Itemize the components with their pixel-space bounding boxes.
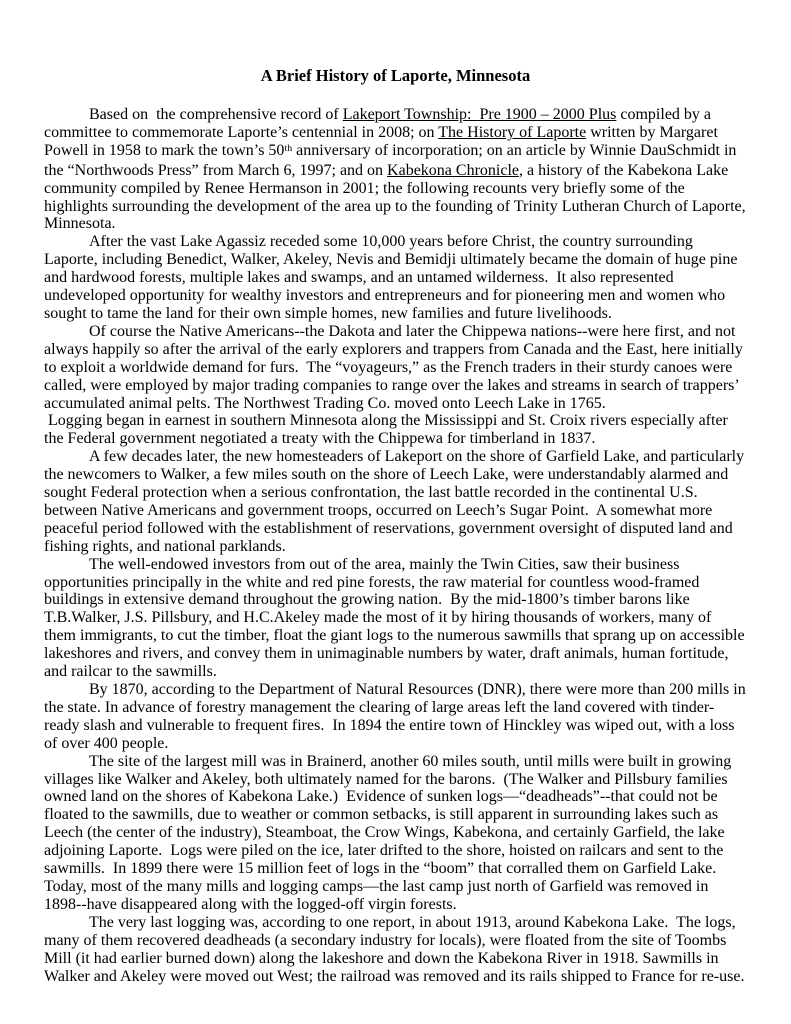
text-run: Of course the Native Americans--the Dakota and later the Chippewa nations--were here first, and not always happily so after the arrival of the early explorers and trappers from Canada and the East, here initially to exploit a worldwide demand for furs. The “voyageurs,” as the French traders in their sturdy canoes were called, were employed by major trading companies to range over the lakes and streams in search of trappers’ accumulated animal pelts. The Northwest Trading Co. moved onto Leech Lake in 1765. <box>44 322 747 412</box>
text-run: The well-endowed investors from out of the area, mainly the Twin Cities, saw their business opportunities principally in the white and red pine forests, the raw material for countless wood-framed buildings in extensive demand throughout the growing nation. By the mid-1800’s timber barons like T.B.Walker, J.S. Pillsbury, and H.C.Akeley made the most of it by hiring thousands of workers, many of them immigrants, to cut the timber, float the giant logs to the numerous sawmills that sprang up on accessible lakeshores and rivers, and convey them in unimaginable numbers by water, draft animals, human fortitude, and railcar to the sawmills. <box>44 555 749 681</box>
document-body <box>44 106 750 985</box>
text-run: After the vast Lake Agassiz receded some 10,000 years before Christ, the country surrounding Laporte, including Benedict, Walker, Akeley, Nevis and Bemidji ultimately became the domain of huge pine and hardwood forests, multiple lakes and swamps, and an untamed wilderness. It also represented undeveloped opportunity for wealthy investors and entrepreneurs and for pioneering men and women who sought to tame the land for their own simple homes, new families and future livelihoods. <box>44 233 742 322</box>
text-run: The site of the largest mill was in Brainerd, another 60 miles south, until mills were built in growing villages like Walker and Akeley, both ultimately named for the barons. (The Walker and Pillsbury families owned land on the shores of Kabekona Lake.) Evidence of sunken logs—“deadheads”--that could not be floated to the sawmills, due to weather or common setbacks, is still apparent in surrounding lakes such as Leech (the center of the industry), Steamboat, the Crow Wings, Kabekona, and certainly Garfield, the lake adjoining Laporte. Logs were piled on the ice, later drifted to the shore, hoisted on railcars and sent to the sawmills. In 1899 there were 15 million feet of logs in the “boom” that corralled them on Garfield Lake. Today, most of the many mills and logging camps—the last camp just north of Garfield was removed in 1898--have disappeared along with the logged-off virgin forests. <box>44 752 736 913</box>
paragraph-7 <box>44 681 750 753</box>
text-run: A few decades later, the new homesteaders of Lakeport on the shore of Garfield Lake, and particularly the newcomers to Walker, a few miles south on the shore of Leech Lake, were understandably alarmed and sought Federal protection when a serious confrontation, the last battle recorded in the continental U.S. between Native Americans and government troops, occurred on Leech’s Sugar Point. A somewhat more peaceful period followed with the establishment of reservations, government oversight of disputed land and fishing rights, and national parklands. <box>44 448 749 555</box>
paragraph-4 <box>44 412 747 448</box>
text-run: written by Margaret Powell in 1958 to mark the town’s 50 <box>44 123 722 159</box>
paragraph-2 <box>44 233 747 323</box>
underlined-text-run: The History of Laporte <box>438 123 587 141</box>
paragraph-9 <box>44 914 747 986</box>
text-run: The very last logging was, according to one report, in about 1913, around Kabekona Lake. The logs, many of them recovered deadheads (a secondary industry for locals), were floated from the site of Toombs Mill (it had earlier burned down) along the lakeshore and down the Kabekona River in 1918. Sawmills in Walker and Akeley were moved out West; the railroad was removed and its rails shipped to France for re-use. <box>44 913 745 985</box>
text-run: By 1870, according to the Department of Natural Resources (DNR), there were more than 200 mills in the state. In advance of forestry management the clearing of large areas left the land covered with tinder-ready slash and vulnerable to frequent fires. In 1894 the entire town of Hinckley was wiped out, with a loss of over 400 people. <box>44 681 750 752</box>
paragraph-1 <box>44 106 750 233</box>
underlined-text-run: Kabekona Chronicle <box>387 161 519 179</box>
text-run: anniversary of incorporation; on an article by Winnie DauSchmidt in the “Northwoods Press” from March 6, 1997; and on <box>44 141 741 179</box>
paragraph-8 <box>44 753 747 914</box>
paragraph-5 <box>44 448 747 555</box>
text-run: Logging began in earnest in southern Minnesota along the Mississippi and St. Croix rivers especially after the Federal government negotiated a treaty with the Chippewa for timberland in 1837. <box>44 412 732 448</box>
paragraph-6 <box>44 556 747 681</box>
superscript-run: th <box>284 143 293 155</box>
text-run: , a history of the Kabekona Lake community compiled by Renee Hermanson in 2001; the following recounts very briefly some of the highlights surrounding the development of the area up to the founding of Trinity Lutheran Church of Laporte, Minnesota. <box>44 161 750 233</box>
text-run: compiled by a committee to commemorate Laporte’s centennial in 2008; on <box>44 106 716 141</box>
text-run: Based on the comprehensive record of <box>89 106 343 123</box>
paragraph-3 <box>44 323 747 413</box>
document-title: A Brief History of Laporte, Minnesota <box>260 66 531 85</box>
underlined-text-run: Lakeport Township: Pre 1900 – 2000 Plus <box>342 106 617 123</box>
document-content <box>44 66 750 985</box>
